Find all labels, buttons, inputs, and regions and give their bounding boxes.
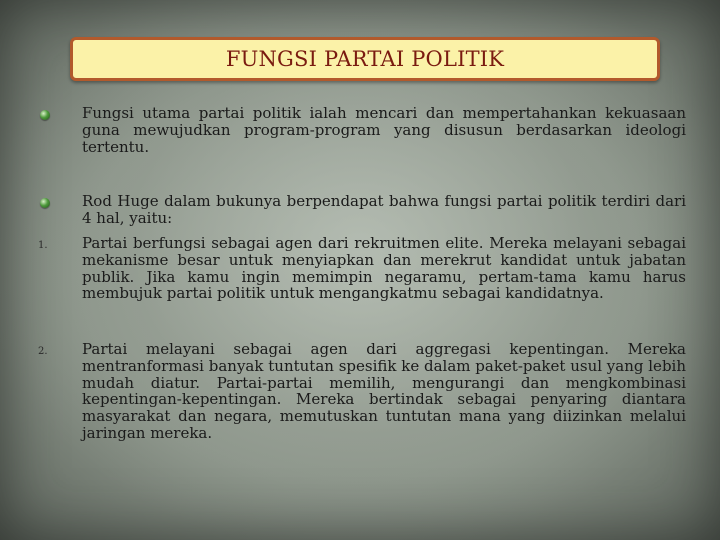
- paragraph-aggregation: Partai melayani sebagai agen dari aggregasi kepentingan. Mereka mentranformasi banyak tuntutan spesifik ke dalam paket-paket usul yang lebih mudah diatur. Partai-partai memilih, mengurangi dan mengkombinasi kepentingan-kepentingan. Mereka bertindak sebagai penyaring diantara masyarakat dan negara, memutuskan tuntutan mana yang diizinkan melalui jaringan mereka.: [82, 340, 686, 442]
- paragraph-rod-huge: Rod Huge dalam bukunya berpendapat bahwa fungsi partai politik terdiri dari 4 hal, yaitu:: [82, 192, 686, 227]
- green-bullet-icon: [40, 198, 50, 208]
- title-box: [70, 37, 660, 81]
- list-number-2: 2.: [38, 346, 48, 357]
- paragraph-main-function: Fungsi utama partai politik ialah mencari dan mempertahankan kekuasaan guna mewujudkan program-program yang disusun berdasarkan ideologi tertentu.: [82, 104, 686, 156]
- paragraph-recruitment: Partai berfungsi sebagai agen dari rekruitmen elite. Mereka melayani sebagai mekanisme besar untuk menyiapkan dan merekrut kandidat untuk jabatan publik. Jika kamu ingin memimpin negaramu, pertam-tama kamu harus membujuk partai politik untuk mengangkatmu sebagai kandidatnya.: [82, 234, 686, 303]
- green-bullet-icon: [40, 110, 50, 120]
- list-number-1: 1.: [38, 240, 48, 251]
- slide-title: FUNGSI PARTAI POLITIK: [225, 47, 505, 71]
